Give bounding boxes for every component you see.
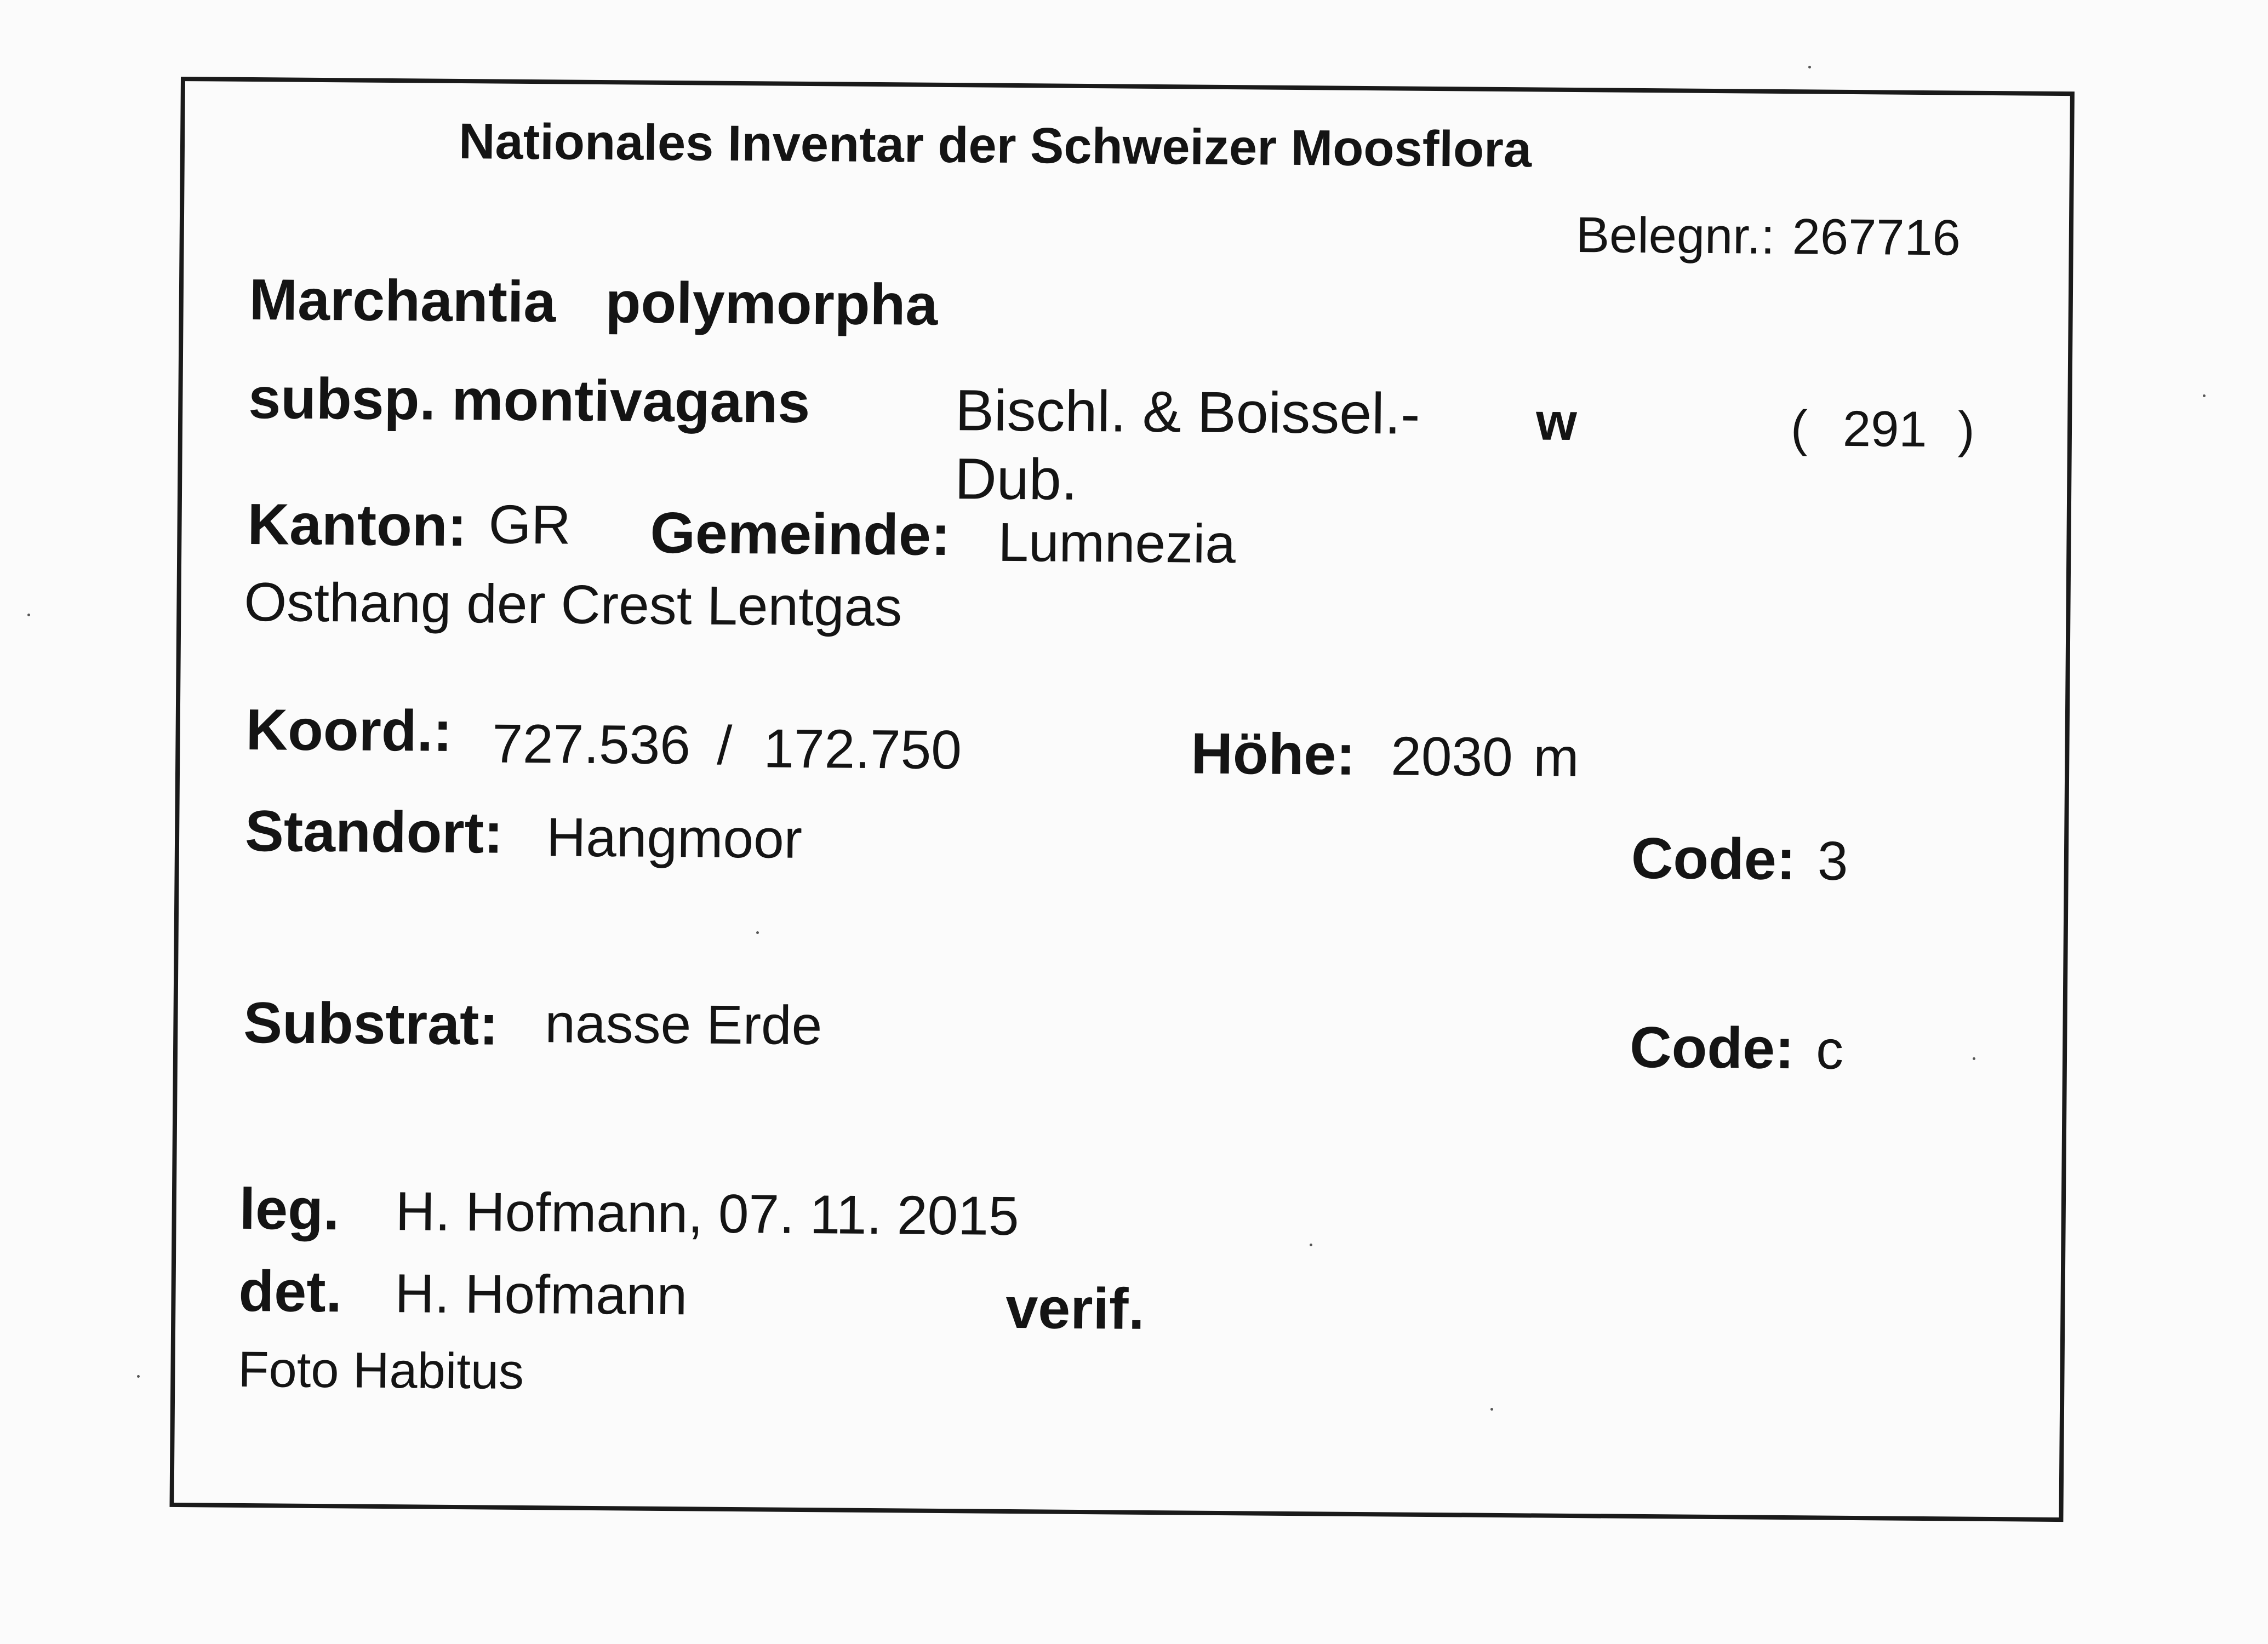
det-label: det. <box>238 1258 342 1325</box>
photo-note: Foto Habitus <box>238 1341 524 1400</box>
genus-name: Marchantia <box>249 267 556 335</box>
number-close-paren: ) <box>1957 402 1975 458</box>
standort-label: Standort: <box>244 798 504 866</box>
w-mark: w <box>1535 392 1578 452</box>
taxon-number: 291 <box>1842 400 1927 458</box>
species-name: polymorpha <box>605 270 938 337</box>
hoehe-value: 2030 <box>1390 725 1513 788</box>
kanton-label: Kanton: <box>247 491 467 559</box>
leg-value: H. Hofmann, 07. 11. 2015 <box>395 1181 1019 1247</box>
dust-speck <box>2203 394 2206 397</box>
number-open-paren: ( <box>1790 400 1808 457</box>
subspecies-name: subsp. montivagans <box>248 365 810 436</box>
hoehe-unit: m <box>1533 726 1580 789</box>
dust-speck <box>756 931 759 934</box>
substrat-value: nasse Erde <box>545 993 822 1057</box>
standort-code-label: Code: <box>1631 826 1796 892</box>
belegnr-label: Belegnr.: <box>1575 207 1775 265</box>
substrat-code-value: c <box>1815 1019 1844 1081</box>
standort-code-value: 3 <box>1817 830 1848 892</box>
gemeinde-label: Gemeinde: <box>650 500 951 568</box>
dust-speck <box>1808 66 1811 68</box>
koord-label: Koord.: <box>245 697 453 764</box>
dust-speck <box>1973 1057 1975 1060</box>
author-clip <box>954 376 1531 512</box>
verif-label: verif. <box>1005 1275 1145 1342</box>
koord-north: 172.750 <box>763 718 962 781</box>
dust-speck <box>1490 1408 1493 1411</box>
standort-value: Hangmoor <box>546 806 803 870</box>
dust-speck <box>27 614 30 616</box>
herbarium-label <box>169 77 2074 1522</box>
hoehe-label: Höhe: <box>1190 721 1356 787</box>
belegnr-value: 267716 <box>1792 209 1961 266</box>
gemeinde-value: Lumnezia <box>997 511 1236 575</box>
dust-speck <box>137 1375 140 1378</box>
taxon-author: Bischl. & Boissel.-Dub. <box>954 378 1420 512</box>
substrat-label: Substrat: <box>243 990 499 1057</box>
det-value: H. Hofmann <box>395 1263 688 1327</box>
inventory-title: Nationales Inventar der Schweizer Moosflora <box>458 113 1532 178</box>
kanton-value: GR <box>488 494 572 556</box>
locality-description: Osthang der Crest Lentgas <box>244 571 902 638</box>
dust-speck <box>1310 1244 1312 1246</box>
substrat-code-label: Code: <box>1629 1015 1795 1081</box>
koord-separator: / <box>717 714 733 776</box>
koord-east: 727.536 <box>492 713 691 776</box>
leg-label: leg. <box>239 1176 340 1242</box>
